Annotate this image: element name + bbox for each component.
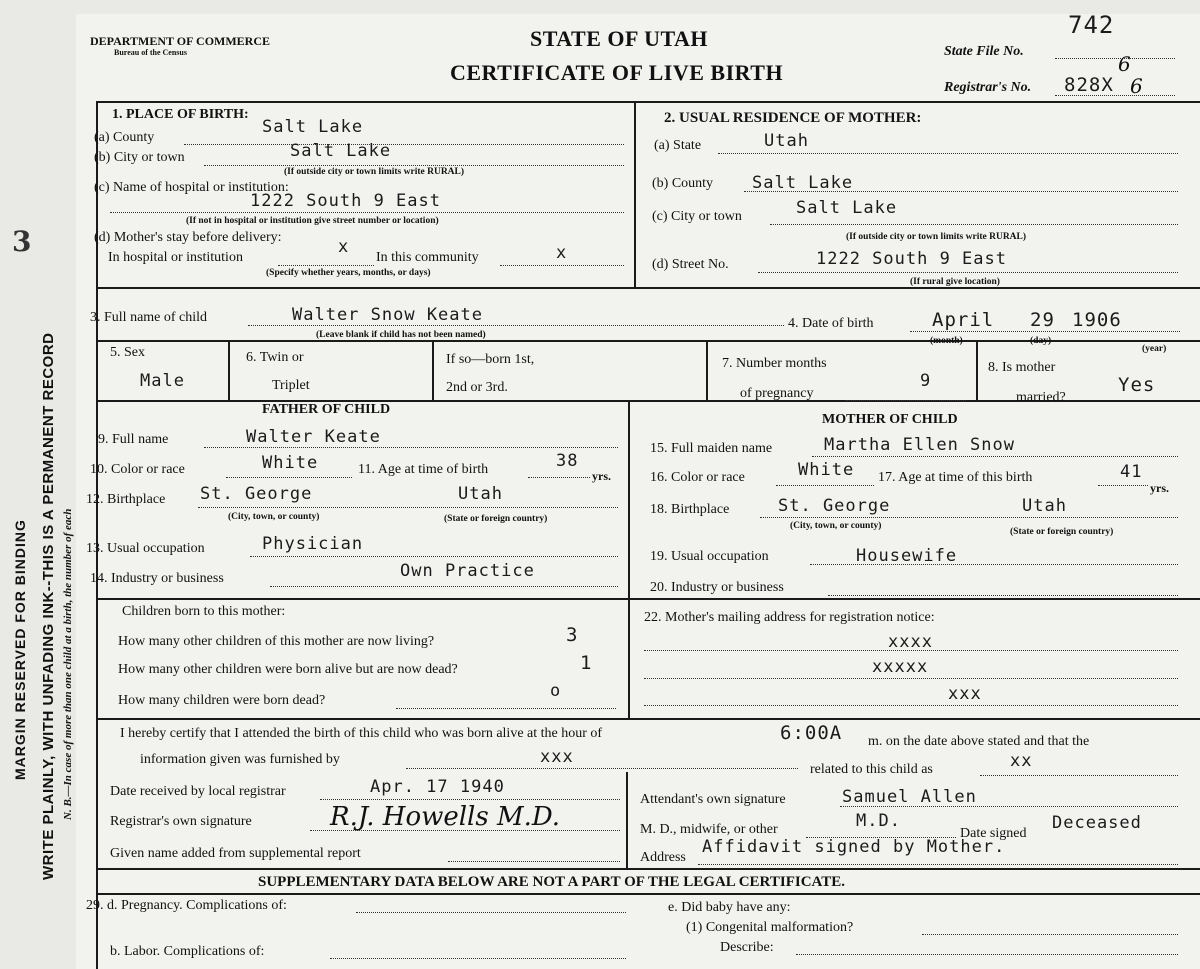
res-city-note: (If outside city or town limits write RURAL) bbox=[846, 232, 1027, 242]
registrar-label: Registrar's No. bbox=[944, 80, 1032, 95]
state-file-label: State File No. bbox=[944, 44, 1024, 59]
res-county-label: (b) County bbox=[652, 176, 714, 191]
father-birthplace-state: Utah bbox=[458, 484, 503, 504]
mother-occupation-value: Housewife bbox=[856, 546, 958, 566]
res-state-value: Utah bbox=[764, 131, 809, 151]
dob-day-note: (day) bbox=[1030, 336, 1052, 346]
mailing-line3: xxx bbox=[948, 684, 982, 704]
mother-birthplace-city: St. George bbox=[778, 496, 891, 516]
labor-complications-label: b. Labor. Complications of: bbox=[110, 944, 265, 959]
given-name-label: Given name added from supplemental report bbox=[110, 846, 361, 861]
header-bureau: Bureau of the Census bbox=[114, 48, 187, 57]
received-label: Date received by local registrar bbox=[110, 784, 286, 799]
father-race-value: White bbox=[262, 453, 319, 473]
birth-order-label: 2nd or 3rd. bbox=[446, 380, 508, 395]
res-city-label: (c) City or town bbox=[652, 209, 742, 224]
margin-nb-note: N. B.—In case of more than one child at a birth, the number of each bbox=[62, 508, 74, 820]
pob-in-community-label: In this community bbox=[376, 250, 479, 265]
children-stillborn-value: o bbox=[550, 681, 562, 701]
mailing-line2: xxxxx bbox=[872, 657, 929, 677]
malformation-label: (1) Congenital malformation? bbox=[686, 920, 854, 935]
date-signed-label: Date signed bbox=[960, 826, 1027, 841]
mailing-line1: xxxx bbox=[888, 632, 933, 652]
children-living-label: How many other children of this mother are now living? bbox=[118, 634, 435, 649]
dob-day: 29 bbox=[1030, 309, 1055, 331]
pob-city-label: (b) City or town bbox=[94, 150, 185, 165]
pregnancy-label: of pregnancy bbox=[740, 386, 814, 401]
mother-race-label: 16. Color or race bbox=[650, 470, 745, 485]
father-age-label: 11. Age at time of birth bbox=[358, 462, 489, 477]
mother-birthplace-state: Utah bbox=[1022, 496, 1067, 516]
place-of-birth-heading: 1. PLACE OF BIRTH: bbox=[112, 107, 249, 122]
info-value: xxx bbox=[540, 747, 574, 767]
margin-binding-note: MARGIN RESERVED FOR BINDING bbox=[12, 519, 28, 780]
married-label: 8. Is mother bbox=[988, 360, 1056, 375]
mother-state-note: (State or foreign country) bbox=[1010, 527, 1114, 537]
pob-hospital-value: 1222 South 9 East bbox=[250, 191, 441, 211]
sex-label: 5. Sex bbox=[110, 345, 145, 360]
father-industry-label: 14. Industry or business bbox=[90, 571, 224, 586]
pob-in-hospital-label: In hospital or institution bbox=[108, 250, 243, 265]
date-signed-value: Deceased bbox=[1052, 813, 1142, 833]
father-birthplace-label: 12. Birthplace bbox=[86, 492, 166, 507]
months-value: 9 bbox=[920, 371, 932, 391]
children-heading: Children born to this mother: bbox=[122, 604, 286, 619]
header-title: CERTIFICATE OF LIVE BIRTH bbox=[450, 60, 784, 85]
father-age-unit: yrs. bbox=[592, 469, 611, 483]
mother-industry-label: 20. Industry or business bbox=[650, 580, 784, 595]
describe-label: Describe: bbox=[720, 940, 774, 955]
child-name-label: 3. Full name of child bbox=[90, 310, 208, 325]
children-dead-value: 1 bbox=[580, 652, 593, 674]
pob-stay-label: (d) Mother's stay before delivery: bbox=[94, 230, 282, 245]
registrar-sig-label: Registrar's own signature bbox=[110, 814, 252, 829]
mother-birthplace-label: 18. Birthplace bbox=[650, 502, 730, 517]
father-age-value: 38 bbox=[556, 451, 579, 471]
months-label: 7. Number months bbox=[722, 356, 827, 371]
res-street-value: 1222 South 9 East bbox=[816, 249, 1007, 269]
pob-hospital-note: (If not in hospital or institution give street number or location) bbox=[186, 216, 439, 226]
mother-heading: MOTHER OF CHILD bbox=[822, 412, 958, 427]
pob-city-value: Salt Lake bbox=[290, 141, 392, 161]
res-county-value: Salt Lake bbox=[752, 173, 854, 193]
children-living-value: 3 bbox=[566, 624, 579, 646]
triplet-label: Triplet bbox=[272, 378, 310, 393]
header-dept: DEPARTMENT OF COMMERCE bbox=[90, 34, 271, 48]
married-value: Yes bbox=[1118, 374, 1156, 396]
married-label-2: married? bbox=[1016, 390, 1066, 405]
mother-age-value: 41 bbox=[1120, 462, 1143, 482]
header-state: STATE OF UTAH bbox=[530, 26, 709, 51]
twin-label: 6. Twin or bbox=[246, 350, 304, 365]
sex-value: Male bbox=[140, 371, 185, 391]
pob-city-note: (If outside city or town limits write RURAL) bbox=[284, 167, 465, 177]
father-occupation-value: Physician bbox=[262, 534, 364, 554]
state-file-extra: 6 bbox=[1118, 52, 1131, 76]
margin-instruction: WRITE PLAINLY, WITH UNFADING INK--THIS IS A PERMANENT RECORD bbox=[40, 332, 57, 880]
father-name-label: 9. Full name bbox=[98, 432, 169, 447]
pregnancy-complications-label: 29. d. Pregnancy. Complications of: bbox=[86, 898, 287, 913]
dob-label: 4. Date of birth bbox=[788, 316, 874, 331]
pob-county-value: Salt Lake bbox=[262, 117, 364, 137]
mailing-label: 22. Mother's mailing address for registration notice: bbox=[644, 610, 935, 625]
attendant-label: Attendant's own signature bbox=[640, 792, 786, 807]
pob-in-community-value: x bbox=[556, 243, 568, 263]
father-name-value: Walter Keate bbox=[246, 427, 381, 447]
res-city-value: Salt Lake bbox=[796, 198, 898, 218]
res-state-label: (a) State bbox=[654, 138, 702, 153]
father-city-note: (City, town, or county) bbox=[228, 512, 320, 522]
margin-stamp: 3 bbox=[12, 225, 32, 258]
res-street-note: (If rural give location) bbox=[910, 277, 1000, 287]
res-street-label: (d) Street No. bbox=[652, 257, 729, 272]
registrar-extra: 6 bbox=[1130, 74, 1143, 98]
mother-name-value: Martha Ellen Snow bbox=[824, 435, 1015, 455]
certify-text-2: m. on the date above stated and that the bbox=[868, 734, 1090, 749]
address-label: Address bbox=[640, 850, 686, 865]
father-state-note: (State or foreign country) bbox=[444, 514, 548, 524]
md-label: M. D., midwife, or other bbox=[640, 822, 778, 837]
dob-month: April bbox=[932, 309, 995, 331]
residence-heading: 2. USUAL RESIDENCE OF MOTHER: bbox=[664, 110, 922, 126]
dob-month-note: (month) bbox=[930, 336, 963, 346]
mother-occupation-label: 19. Usual occupation bbox=[650, 549, 769, 564]
certify-text: I hereby certify that I attended the birth of this child who was born alive at the hour of bbox=[120, 726, 603, 741]
child-name-note: (Leave blank if child has not been named) bbox=[316, 330, 486, 340]
md-value: M.D. bbox=[856, 811, 901, 831]
related-value: xx bbox=[1010, 751, 1033, 771]
mother-race-value: White bbox=[798, 460, 855, 480]
certify-hour: 6:00A bbox=[780, 722, 843, 744]
address-value: Affidavit signed by Mother. bbox=[702, 837, 1006, 857]
children-stillborn-label: How many children were born dead? bbox=[118, 693, 326, 708]
mother-age-unit: yrs. bbox=[1150, 481, 1169, 495]
father-occupation-label: 13. Usual occupation bbox=[86, 541, 205, 556]
binding-margin bbox=[0, 0, 76, 969]
registrar-signature: R.J. Howells M.D. bbox=[330, 802, 561, 832]
baby-label: e. Did baby have any: bbox=[668, 900, 791, 915]
ifso-label: If so—born 1st, bbox=[446, 352, 535, 367]
children-dead-label: How many other children were born alive but are now dead? bbox=[118, 662, 458, 677]
pob-in-hospital-value: x bbox=[338, 237, 350, 257]
father-race-label: 10. Color or race bbox=[90, 462, 185, 477]
supplementary-heading: SUPPLEMENTARY DATA BELOW ARE NOT A PART OF THE LEGAL CERTIFICATE. bbox=[258, 874, 846, 890]
dob-year-note: (year) bbox=[1142, 344, 1167, 354]
pob-hospital-label: (c) Name of hospital or institution: bbox=[94, 180, 289, 195]
mother-name-label: 15. Full maiden name bbox=[650, 441, 773, 456]
attendant-value: Samuel Allen bbox=[842, 787, 977, 807]
child-name-value: Walter Snow Keate bbox=[292, 305, 483, 325]
state-file-value: 742 bbox=[1068, 11, 1115, 39]
dob-year: 1906 bbox=[1072, 309, 1122, 331]
pob-county-label: (a) County bbox=[94, 130, 155, 145]
received-value: Apr. 17 1940 bbox=[370, 777, 505, 797]
father-industry-value: Own Practice bbox=[400, 561, 535, 581]
father-birthplace-city: St. George bbox=[200, 484, 313, 504]
mother-city-note: (City, town, or county) bbox=[790, 521, 882, 531]
pob-stay-note: (Specify whether years, months, or days) bbox=[266, 268, 431, 278]
related-label: related to this child as bbox=[810, 762, 933, 777]
registrar-value: 828X bbox=[1064, 74, 1114, 96]
info-label: information given was furnished by bbox=[140, 752, 340, 767]
father-heading: FATHER OF CHILD bbox=[262, 402, 391, 417]
mother-age-label: 17. Age at time of this birth bbox=[878, 470, 1033, 485]
